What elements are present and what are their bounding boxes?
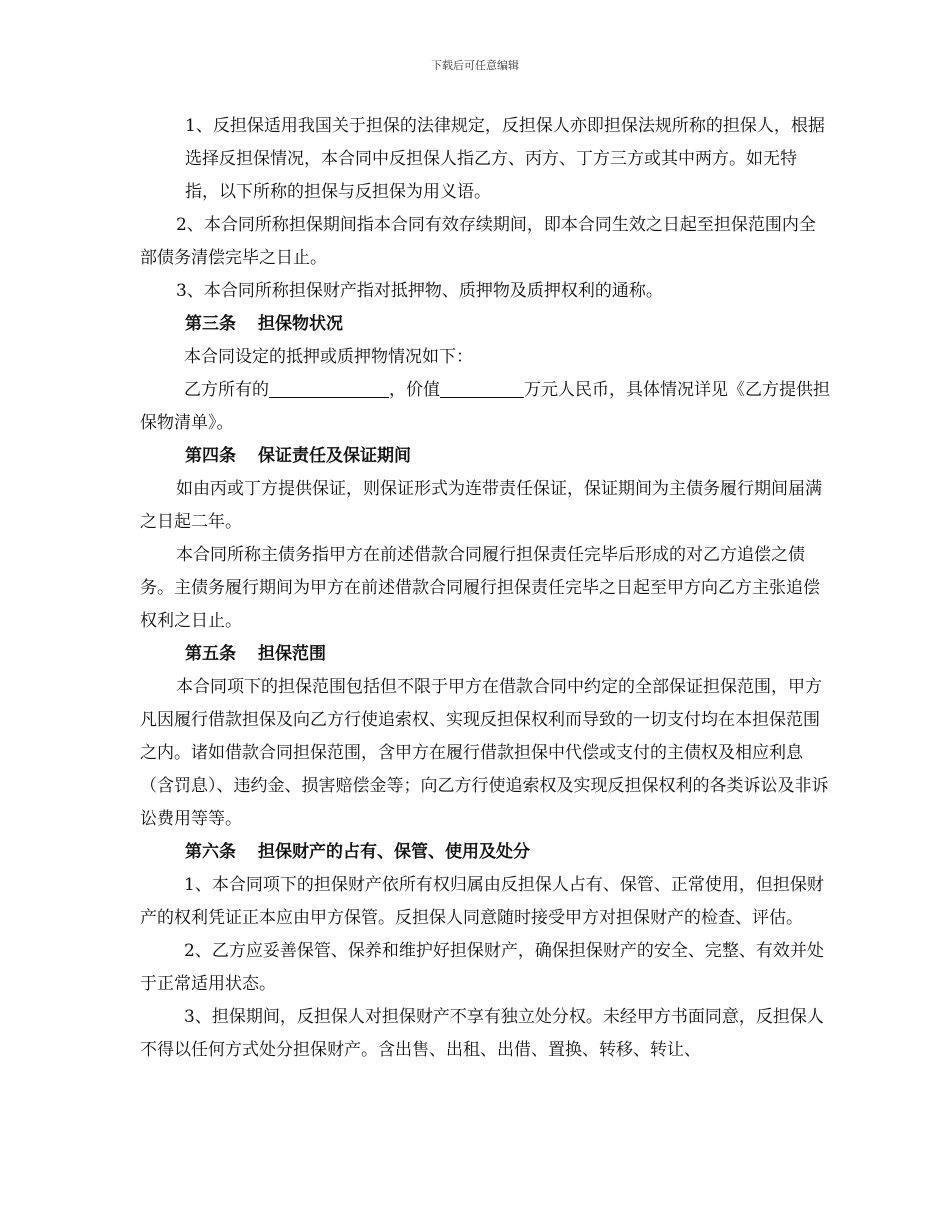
document-body <box>140 110 830 1067</box>
section-title: 担保物状况 <box>258 314 343 334</box>
page-header: 下载后可任意编辑 <box>431 59 519 72</box>
section-number: 第三条 <box>185 314 236 334</box>
paragraph-with-blanks <box>140 374 830 440</box>
paragraph: 如由丙或丁方提供保证，则保证形式为连带责任保证，保证期间为主债务履行期间届满之日起二年。 <box>140 479 822 532</box>
fill-blank[interactable] <box>440 377 524 398</box>
text-run: ，价值 <box>389 380 440 400</box>
text-run: 乙方所有的 <box>184 380 269 400</box>
section-heading <box>140 836 830 869</box>
paragraph: 1、反担保适用我国关于担保的法律规定，反担保人亦即担保法规所称的担保人，根据选择反担保情况，本合同中反担保人指乙方、丙方、丁方三方或其中两方。如无特指，以下所称的担保与反担保为用义语。 <box>185 116 825 202</box>
paragraph: 2、乙方应妥善保管、保养和维护好担保财产，确保担保财产的安全、完整、有效并处于正常适用状态。 <box>140 941 824 994</box>
fill-blank[interactable] <box>269 377 389 398</box>
paragraph: 2、本合同所称担保期间指本合同有效存续期间，即本合同生效之日起至担保范围内全部债务清偿完毕之日止。 <box>140 215 816 268</box>
paragraph: 3、本合同所称担保财产指对抵押物、质押物及质押权利的通称。 <box>176 281 663 301</box>
section-title: 担保范围 <box>258 644 326 664</box>
section-heading <box>140 308 830 341</box>
paragraph: 本合同设定的抵押或质押物情况如下： <box>184 347 473 367</box>
section-heading <box>140 638 830 671</box>
section-title: 保证责任及保证期间 <box>258 446 411 466</box>
paragraph: 本合同所称主债务指甲方在前述借款合同履行担保责任完毕后形成的对乙方追偿之债务。主债务履行期间为甲方在前述借款合同履行担保责任完毕之日起至甲方向乙方主张追偿权利之日止。 <box>140 545 820 631</box>
section-number: 第六条 <box>185 842 236 862</box>
section-title: 担保财产的占有、保管、使用及处分 <box>258 842 530 862</box>
paragraph: 1、本合同项下的担保财产依所有权归属由反担保人占有、保管、正常使用，但担保财产的权利凭证正本应由甲方保管。反担保人同意随时接受甲方对担保财产的检查、评估。 <box>140 875 824 928</box>
section-number: 第五条 <box>185 644 236 664</box>
paragraph: 3、担保期间，反担保人对担保财产不享有独立处分权。未经甲方书面同意，反担保人不得以任何方式处分担保财产。含出售、出租、出借、置换、转移、转让、 <box>140 1007 824 1060</box>
paragraph: 本合同项下的担保范围包括但不限于甲方在借款合同中约定的全部保证担保范围，甲方凡因履行借款担保及向乙方行使追索权、实现反担保权利而导致的一切支付均在本担保范围之内。诸如借款合同担保范围，含甲方在履行借款担保中代偿或支付的主债权及相应利息（含罚息）、违约金、损害赔偿金等；向乙方行使追索权及实现反担保权利的各类诉讼及非诉讼费用等等。 <box>140 677 829 829</box>
text-run: 万元人民币，具体情况详见《乙方提供担保物清单》。 <box>140 380 830 433</box>
section-heading <box>140 440 830 473</box>
section-number: 第四条 <box>185 446 236 466</box>
